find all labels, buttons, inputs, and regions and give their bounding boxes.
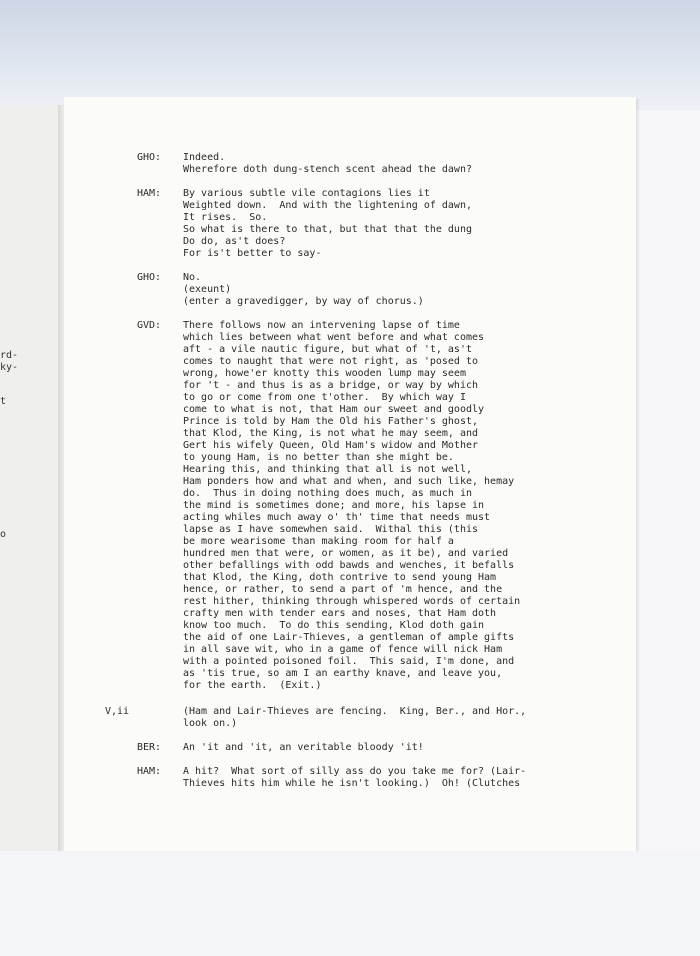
scene-label: V,ii bbox=[105, 706, 130, 717]
left-fragment: rd- bbox=[0, 350, 19, 361]
dialogue-line: lapse as I have somewhen said. Withal this (this bbox=[183, 524, 479, 535]
speaker-label: HAM: bbox=[137, 766, 162, 777]
scan-background-bottom bbox=[0, 851, 700, 956]
dialogue-line: Do do, as't does? bbox=[183, 236, 286, 247]
stage-direction: (Ham and Lair-Thieves are fencing. King, Ber., and Hor., bbox=[183, 706, 527, 717]
left-fragment: o bbox=[0, 529, 7, 540]
dialogue-line: Weighted down. And with the lightening of dawn, bbox=[183, 200, 472, 211]
dialogue-line: There follows now an intervening lapse of time bbox=[183, 320, 460, 331]
dialogue-line: to young Ham, is no better than she might be. bbox=[183, 452, 454, 463]
dialogue-line: It rises. So. bbox=[183, 212, 268, 223]
dialogue-line: for the earth. (Exit.) bbox=[183, 680, 322, 691]
dialogue-line: be more wearisome than making room for half a bbox=[183, 536, 454, 547]
dialogue-line: know too much. To do this sending, Klod doth gain bbox=[183, 620, 485, 631]
speaker-label: GVD: bbox=[137, 320, 162, 331]
dialogue-line: No. bbox=[183, 272, 202, 283]
left-fragment: ky- bbox=[0, 362, 19, 373]
dialogue-line: which lies between what went before and what comes bbox=[183, 332, 485, 343]
dialogue-line: come to what is not, that Ham our sweet and goodly bbox=[183, 404, 485, 415]
dialogue-line: the aid of one Lair-Thieves, a gentleman of ample gifts bbox=[183, 632, 515, 643]
dialogue-line: Ham ponders how and what and when, and such like, hemay bbox=[183, 476, 515, 487]
dialogue-line: crafty men with tender ears and noses, that Ham doth bbox=[183, 608, 497, 619]
speaker-label: GHO: bbox=[137, 152, 162, 163]
left-fragment: t bbox=[0, 396, 7, 407]
dialogue-line: Wherefore doth dung-stench scent ahead the dawn? bbox=[183, 164, 472, 175]
stage-direction: (exeunt) bbox=[183, 284, 232, 295]
scan-background-top bbox=[0, 0, 700, 110]
dialogue-line: Prince is told by Ham the Old his Father's ghost, bbox=[183, 416, 479, 427]
dialogue-line: An 'it and 'it, an veritable bloody 'it! bbox=[183, 742, 424, 753]
dialogue-line: the mind is sometimes done; and more, his lapse in bbox=[183, 500, 485, 511]
dialogue-line: Thieves hits him while he isn't looking.) Oh! (Clutches bbox=[183, 778, 521, 789]
dialogue-line: acting whiles much away o' th' time that needs must bbox=[183, 512, 491, 523]
dialogue-line: with a pointed poisoned foil. This said, I'm done, and bbox=[183, 656, 515, 667]
dialogue-line: as 'tis true, so am I an earthy knave, and leave you, bbox=[183, 668, 503, 679]
dialogue-line: Indeed. bbox=[183, 152, 226, 163]
dialogue-line: for 't - and thus is as a bridge, or way by which bbox=[183, 380, 479, 391]
dialogue-line: hence, or rather, to send a part of 'm hence, and the bbox=[183, 584, 503, 595]
dialogue-line: Hearing this, and thinking that all is not well, bbox=[183, 464, 472, 475]
stage-direction: (enter a gravedigger, by way of chorus.) bbox=[183, 296, 424, 307]
dialogue-line: So what is there to that, but that that the dung bbox=[183, 224, 472, 235]
dialogue-line: comes to naught that were not right, as 'posed to bbox=[183, 356, 479, 367]
dialogue-line: aft - a vile nautic figure, but what of 't, as't bbox=[183, 344, 472, 355]
dialogue-line: that Klod, the King, doth contrive to send young Ham bbox=[183, 572, 497, 583]
speaker-label: HAM: bbox=[137, 188, 162, 199]
dialogue-line: For is't better to say- bbox=[183, 248, 322, 259]
dialogue-line: hundred men that were, or women, as it be), and varied bbox=[183, 548, 509, 559]
dialogue-line: rest hither, thinking through whispered words of certain bbox=[183, 596, 521, 607]
dialogue-line: do. Thus in doing nothing does much, as much in bbox=[183, 488, 472, 499]
speaker-label: BER: bbox=[137, 742, 162, 753]
speaker-label: GHO: bbox=[137, 272, 162, 283]
dialogue-line: wrong, howe'er knotty this wooden lump may seem bbox=[183, 368, 466, 379]
dialogue-line: other befallings with odd bawds and wenches, it befalls bbox=[183, 560, 515, 571]
dialogue-line: in all save wit, who in a game of fence will nick Ham bbox=[183, 644, 503, 655]
dialogue-line: Gert his wifely Queen, Old Ham's widow and Mother bbox=[183, 440, 479, 451]
dialogue-line: By various subtle vile contagions lies it bbox=[183, 188, 430, 199]
dialogue-line: that Klod, the King, is not what he may seem, and bbox=[183, 428, 479, 439]
stage-direction: look on.) bbox=[183, 718, 238, 729]
dialogue-line: A hit? What sort of silly ass do you take me for? (Lair- bbox=[183, 766, 527, 777]
left-page bbox=[0, 105, 63, 851]
dialogue-line: to go or come from one t'other. By which way I bbox=[183, 392, 466, 403]
